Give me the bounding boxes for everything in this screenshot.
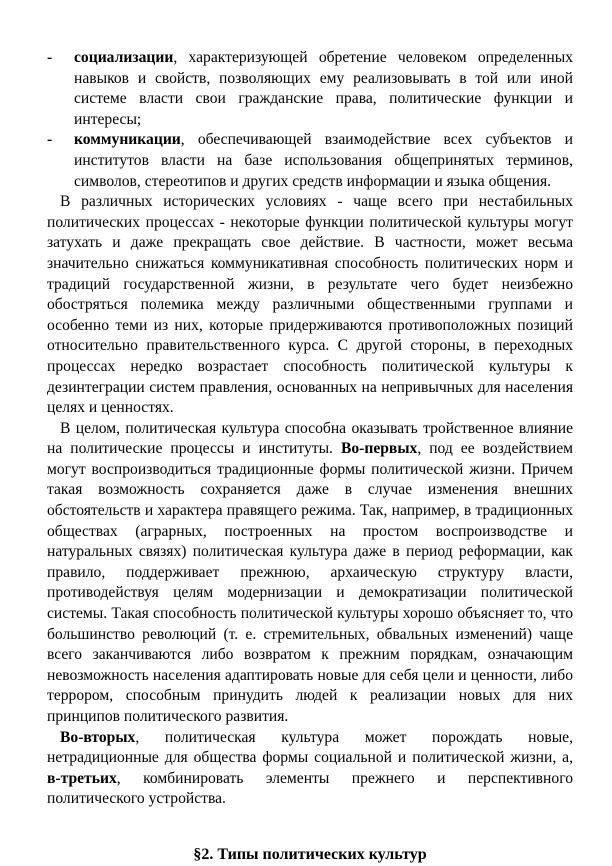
paragraph-text: В целом, политическая культура способна оказывать тройственное влияние на политические процессы и институты. [47, 419, 573, 458]
page-body [47, 48, 573, 866]
paragraph-text: , политическая культура может порождать новые, нетрадиционные для общества формы социальной и политической жизни, а, [47, 728, 573, 767]
bullet-item-socialization [47, 48, 573, 130]
bullet-dash: - [47, 49, 53, 66]
paragraph-functions-fading: В различных исторических условиях - чаще всего при нестабильных политических процессах - некоторые функции политической культуры могут затухать и даже прекращать свое действие. В частности, может весьма значительно снижаться коммуникативная способность политических норм и традиций государственной жизни, в результате чего будет неизбежно обостряться полемика между различными общественными группами и особенно теми из них, которые придерживаются противоположных позиций относительно правительственного курса. С другой стороны, в переходных процессах нередко возрастает способность политической культуры к дезинтеграции систем правления, основанных на непривычных для населения целях и ценностях. [47, 193, 573, 417]
bullet-term: социализации [74, 49, 174, 66]
bullet-dash: - [47, 131, 53, 149]
emphasis-third: в-третьих [47, 769, 117, 787]
paragraph-second-third [47, 728, 573, 810]
emphasis-first: Во-первых [340, 440, 418, 458]
paragraph-threefold-influence [47, 419, 573, 728]
bullet-text: , обеспечивающей взаимодействие всех субъектов и институтов власти на базе использования общепринятых терминов, символов, стереотипов и других средств информации и языка общения. [74, 131, 573, 190]
bullet-term: коммуникации [74, 131, 181, 149]
emphasis-second: Во-вторых [60, 728, 136, 746]
paragraph-text: , под ее воздействием могут воспроизводиться традиционные формы политической жизни. Причем такая возможность сохраняется даже в случае изменения внешних обстоятельств и характера правящего режима. Так, например, в традиционных обществах (аграрных, построенных на простом воспроизводстве и натуральных связях) политическая культура даже в период реформации, как правило, поддерживает прежнюю, архаическую структуру власти, противодействуя целям модернизации и демократизации политической системы. Такая способность политической культуры хорошо объясняет то, что большинство революций (т. е. стремительных, обвальных изменений) чаще всего заканчиваются либо возвратом к прежним порядкам, означающим невозможность населения адаптировать новые для себя цели и ценности, либо террором, способным принудить людей к реализации новых для них принципов политического развития. [47, 440, 573, 725]
paragraph-text: , комбинировать элементы прежнего и перспективного политического устройства. [47, 769, 573, 808]
bullet-text: , характеризующей обретение человеком определенных навыков и свойств, позволяющих ему реализовывать в той или иной системе власти свои гражданские права, политические функции и интересы; [74, 49, 573, 128]
bullet-item-communication [47, 130, 573, 192]
section-heading: §2. Типы политических культур [193, 845, 427, 863]
